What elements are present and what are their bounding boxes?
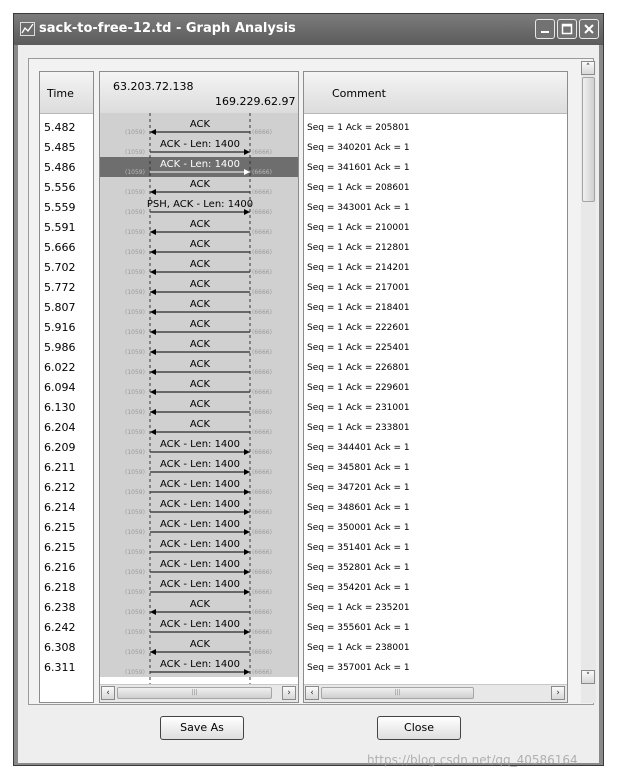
close-icon (583, 23, 595, 35)
flow-label: ACK - Len: 1400 (159, 579, 241, 590)
minimize-icon (539, 23, 551, 35)
time-cell[interactable]: 5.591 (44, 221, 76, 234)
analysis-group (28, 58, 594, 705)
right-port-label: (6666) (252, 669, 272, 676)
left-port-label: (1059) (125, 509, 145, 516)
comment-cell[interactable]: Seq = 348601 Ack = 1 (307, 503, 410, 513)
flow-label: ACK - Len: 1400 (159, 499, 241, 510)
chevron-up-icon: ˄ (585, 63, 591, 73)
flow-label: ACK (189, 599, 211, 610)
minimize-button[interactable] (535, 19, 555, 39)
flow-label: ACK - Len: 1400 (159, 539, 241, 550)
comment-cell[interactable]: Seq = 1 Ack = 218401 (307, 303, 410, 313)
right-port-label: (6666) (252, 409, 272, 416)
client-area (18, 45, 599, 763)
time-cell[interactable]: 5.986 (44, 341, 76, 354)
graph-header (100, 72, 298, 114)
time-cell[interactable]: 5.666 (44, 241, 76, 254)
comment-cell[interactable]: Seq = 1 Ack = 231001 (307, 403, 410, 413)
right-port-label: (6666) (252, 309, 272, 316)
left-port-label: (1059) (125, 669, 145, 676)
time-cell[interactable]: 6.215 (44, 521, 76, 534)
right-port-label: (6666) (252, 429, 272, 436)
flow-label: ACK (189, 219, 211, 230)
right-port-label: (6666) (252, 369, 272, 376)
right-port-label: (6666) (252, 469, 272, 476)
left-port-label: (1059) (125, 469, 145, 476)
vscroll-thumb[interactable] (582, 77, 595, 202)
comment-cell[interactable]: Seq = 351401 Ack = 1 (307, 543, 410, 553)
right-port-label: (6666) (252, 509, 272, 516)
comment-cell[interactable]: Seq = 344401 Ack = 1 (307, 443, 410, 453)
vertical-scrollbar[interactable] (581, 61, 596, 703)
graph-analysis-window (13, 13, 604, 766)
right-port-label: (6666) (252, 209, 272, 216)
time-column (39, 71, 94, 703)
comment-cell[interactable]: Seq = 352801 Ack = 1 (307, 563, 410, 573)
left-port-label: (1059) (125, 289, 145, 296)
title-bar[interactable] (14, 14, 603, 45)
flow-label: ACK (189, 119, 211, 130)
time-cell[interactable]: 6.242 (44, 621, 76, 634)
watermark: https://blog.csdn.net/qq_40586164 (367, 753, 578, 767)
right-port-label: (6666) (252, 569, 272, 576)
comment-cell[interactable]: Seq = 1 Ack = 222601 (307, 323, 410, 333)
graph-hscroll-thumb[interactable] (117, 687, 272, 699)
close-window-button[interactable] (579, 19, 599, 39)
right-port-label: (6666) (252, 589, 272, 596)
flow-label: ACK - Len: 1400 (159, 159, 241, 170)
flow-graph-panel (99, 71, 299, 703)
left-port-label: (1059) (125, 329, 145, 336)
comment-column-header (304, 72, 567, 114)
time-cell[interactable]: 5.485 (44, 141, 76, 154)
left-port-label: (1059) (125, 129, 145, 136)
flow-label: ACK - Len: 1400 (159, 659, 241, 670)
comment-cell[interactable]: Seq = 1 Ack = 233801 (307, 423, 410, 433)
time-cell[interactable]: 6.238 (44, 601, 76, 614)
right-port-label: (6666) (252, 329, 272, 336)
maximize-button[interactable] (557, 19, 577, 39)
time-cell[interactable]: 6.130 (44, 401, 76, 414)
flow-label: ACK (189, 179, 211, 190)
left-port-label: (1059) (125, 569, 145, 576)
right-port-label: (6666) (252, 169, 272, 176)
flow-label: ACK - Len: 1400 (159, 459, 241, 470)
left-port-label: (1059) (125, 229, 145, 236)
chevron-right-icon: › (287, 688, 291, 698)
left-port-label: (1059) (125, 529, 145, 536)
right-port-label: (6666) (252, 489, 272, 496)
scroll-up-button[interactable] (581, 61, 595, 75)
scroll-right-button[interactable] (282, 686, 296, 700)
right-port-label: (6666) (252, 189, 272, 196)
flow-label: ACK (189, 299, 211, 310)
maximize-icon (561, 23, 573, 35)
time-cell[interactable]: 5.559 (44, 201, 76, 214)
right-port-label: (6666) (252, 289, 272, 296)
save-as-label: Save As (180, 721, 224, 734)
left-port-label: (1059) (125, 269, 145, 276)
comment-cell[interactable]: Seq = 1 Ack = 212801 (307, 243, 410, 253)
flow-label: ACK (189, 379, 211, 390)
comment-cell[interactable]: Seq = 1 Ack = 205801 (307, 123, 410, 133)
right-port-label: (6666) (252, 449, 272, 456)
chevron-left-icon: ‹ (106, 688, 110, 698)
time-cell[interactable]: 6.212 (44, 481, 76, 494)
right-port-label: (6666) (252, 349, 272, 356)
flow-graph[interactable] (100, 113, 298, 703)
comment-cell[interactable]: Seq = 340201 Ack = 1 (307, 143, 410, 153)
time-cell[interactable]: 6.204 (44, 421, 76, 434)
time-cell[interactable]: 6.094 (44, 381, 76, 394)
comment-header-label: Comment (332, 87, 386, 100)
time-cell[interactable]: 5.916 (44, 321, 76, 334)
left-port-label: (1059) (125, 489, 145, 496)
right-port-label: (6666) (252, 549, 272, 556)
time-cell[interactable]: 6.311 (44, 661, 76, 674)
time-cell[interactable]: 5.702 (44, 261, 76, 274)
close-label: Close (404, 721, 434, 734)
right-port-label: (6666) (252, 149, 272, 156)
left-port-label: (1059) (125, 629, 145, 636)
right-port-label: (6666) (252, 529, 272, 536)
right-port-label: (6666) (252, 269, 272, 276)
left-port-label: (1059) (125, 249, 145, 256)
comment-cell[interactable]: Seq = 347201 Ack = 1 (307, 483, 410, 493)
comment-cell[interactable]: Seq = 1 Ack = 214201 (307, 263, 410, 273)
flow-label: ACK (189, 639, 211, 650)
flow-label: PSH, ACK - Len: 1400 (146, 199, 254, 210)
flow-label: ACK - Len: 1400 (159, 439, 241, 450)
comment-scroll-right-button[interactable] (551, 686, 565, 700)
comment-cell[interactable]: Seq = 1 Ack = 217001 (307, 283, 410, 293)
comment-cell[interactable]: Seq = 354201 Ack = 1 (307, 583, 410, 593)
flow-label: ACK (189, 259, 211, 270)
left-port-label: (1059) (125, 609, 145, 616)
left-port-label: (1059) (125, 549, 145, 556)
right-port-label: (6666) (252, 249, 272, 256)
comment-cell[interactable]: Seq = 1 Ack = 226801 (307, 363, 410, 373)
time-cell[interactable]: 6.215 (44, 541, 76, 554)
left-port-label: (1059) (125, 189, 145, 196)
left-port-label: (1059) (125, 409, 145, 416)
flow-label: ACK (189, 359, 211, 370)
comment-column (303, 71, 568, 703)
left-port-label: (1059) (125, 369, 145, 376)
flow-label: ACK (189, 319, 211, 330)
time-cell[interactable]: 6.216 (44, 561, 76, 574)
time-column-header (40, 72, 93, 114)
scroll-left-button[interactable] (101, 686, 115, 700)
right-host-label: 169.229.62.97 (215, 95, 296, 108)
comment-cell[interactable]: Seq = 1 Ack = 235201 (307, 603, 410, 613)
comment-hscroll-thumb[interactable] (321, 687, 474, 699)
left-port-label: (1059) (125, 389, 145, 396)
flow-label: ACK (189, 339, 211, 350)
left-port-label: (1059) (125, 649, 145, 656)
right-port-label: (6666) (252, 649, 272, 656)
flow-label: ACK - Len: 1400 (159, 559, 241, 570)
comment-cell[interactable]: Seq = 345801 Ack = 1 (307, 463, 410, 473)
save-as-button[interactable] (160, 716, 244, 740)
left-port-label: (1059) (125, 449, 145, 456)
comment-cell[interactable]: Seq = 1 Ack = 229601 (307, 383, 410, 393)
comment-cell[interactable]: Seq = 343001 Ack = 1 (307, 203, 410, 213)
right-port-label: (6666) (252, 129, 272, 136)
time-cell[interactable]: 6.209 (44, 441, 76, 454)
time-cell[interactable]: 5.486 (44, 161, 76, 174)
comment-cell[interactable]: Seq = 357001 Ack = 1 (307, 663, 410, 673)
app-graph-icon (20, 22, 35, 36)
comment-cell[interactable]: Seq = 1 Ack = 238001 (307, 643, 410, 653)
flow-label: ACK (189, 419, 211, 430)
right-port-label: (6666) (252, 629, 272, 636)
time-cell[interactable]: 6.218 (44, 581, 76, 594)
comment-cell[interactable]: Seq = 355601 Ack = 1 (307, 623, 410, 633)
flow-label: ACK - Len: 1400 (159, 619, 241, 630)
window-title: sack-to-free-12.td - Graph Analysis (39, 21, 296, 36)
graph-hscrollbar[interactable] (100, 684, 298, 702)
right-port-label: (6666) (252, 609, 272, 616)
comment-cell[interactable]: Seq = 1 Ack = 225401 (307, 343, 410, 353)
left-port-label: (1059) (125, 209, 145, 216)
comment-hscrollbar[interactable] (304, 684, 567, 702)
time-cell[interactable]: 5.482 (44, 121, 76, 134)
time-cell[interactable]: 6.214 (44, 501, 76, 514)
chevron-left-icon: ‹ (310, 688, 314, 698)
left-port-label: (1059) (125, 429, 145, 436)
scroll-grip: ||| (191, 689, 198, 696)
chevron-down-icon: ˅ (585, 672, 591, 682)
time-cell[interactable]: 6.211 (44, 461, 76, 474)
scroll-grip: ||| (394, 689, 401, 696)
comment-cell[interactable]: Seq = 1 Ack = 210001 (307, 223, 410, 233)
time-cell[interactable]: 5.807 (44, 301, 76, 314)
time-cell[interactable]: 5.772 (44, 281, 76, 294)
comment-scroll-left-button[interactable] (305, 686, 319, 700)
comment-cell[interactable]: Seq = 350001 Ack = 1 (307, 523, 410, 533)
flow-label: ACK (189, 239, 211, 250)
close-button[interactable] (377, 716, 461, 740)
comment-cell[interactable]: Seq = 1 Ack = 208601 (307, 183, 410, 193)
time-header-label: Time (47, 87, 74, 100)
flow-label: ACK - Len: 1400 (159, 479, 241, 490)
scroll-down-button[interactable] (581, 670, 595, 684)
flow-label: ACK - Len: 1400 (159, 139, 241, 150)
flow-label: ACK - Len: 1400 (159, 519, 241, 530)
left-port-label: (1059) (125, 589, 145, 596)
time-cell[interactable]: 5.556 (44, 181, 76, 194)
left-port-label: (1059) (125, 169, 145, 176)
time-cell[interactable]: 6.022 (44, 361, 76, 374)
left-host-label: 63.203.72.138 (113, 80, 194, 93)
right-port-label: (6666) (252, 389, 272, 396)
time-cell[interactable]: 6.308 (44, 641, 76, 654)
left-port-label: (1059) (125, 309, 145, 316)
chevron-right-icon: › (556, 688, 560, 698)
left-port-label: (1059) (125, 349, 145, 356)
comment-cell[interactable]: Seq = 341601 Ack = 1 (307, 163, 410, 173)
right-port-label: (6666) (252, 229, 272, 236)
flow-label: ACK (189, 279, 211, 290)
flow-label: ACK (189, 399, 211, 410)
left-port-label: (1059) (125, 149, 145, 156)
